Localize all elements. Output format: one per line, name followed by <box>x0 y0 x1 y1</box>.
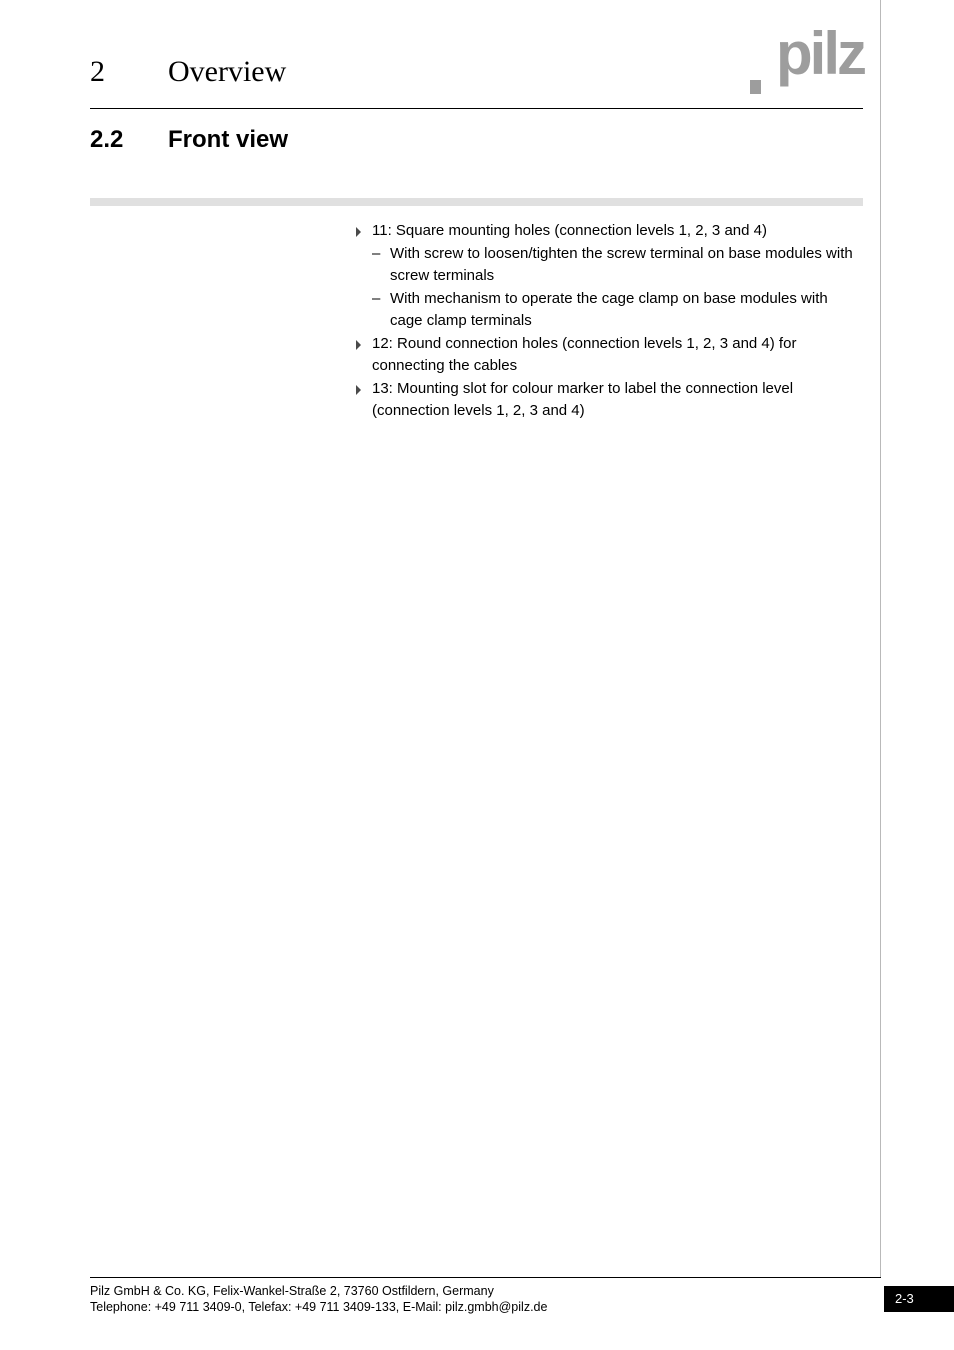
logo-text: pilz <box>776 20 864 87</box>
section-title: Front view <box>168 126 289 153</box>
footer-divider <box>90 1277 881 1278</box>
right-margin-rule <box>880 0 881 1277</box>
logo-stem <box>750 80 761 94</box>
dash-marker: – <box>372 289 381 307</box>
list-item <box>354 220 864 243</box>
section-bar <box>90 198 863 206</box>
triangle-bullet-icon <box>356 340 361 350</box>
chapter-title: Overview <box>168 55 287 88</box>
sub-list-item-text: With screw to loosen/tighten the screw terminal on base modules with screw terminals <box>390 244 853 284</box>
header-divider <box>90 108 863 109</box>
page-number-badge <box>884 1286 954 1312</box>
list-item <box>354 333 864 378</box>
footer-contact: Telephone: +49 711 3409-0, Telefax: +49 711 3409-133, E-Mail: pilz.gmbh@pilz.de <box>90 1300 548 1314</box>
sub-list-item-text: With mechanism to operate the cage clamp on base modules with cage clamp terminals <box>390 289 828 329</box>
triangle-bullet-icon <box>356 227 361 237</box>
footer-address: Pilz GmbH & Co. KG, Felix-Wankel-Straße 2, 73760 Ostfildern, Germany <box>90 1284 494 1298</box>
triangle-bullet-icon <box>356 385 361 395</box>
list-item-text: 13: Mounting slot for colour marker to label the connection level (connection levels 1, 2, 3 and 4) <box>372 379 794 419</box>
list-item <box>354 378 864 423</box>
page-number: 2-3 <box>895 1291 914 1306</box>
section-number: 2.2 <box>90 126 124 153</box>
pilz-logo <box>748 20 864 94</box>
dash-marker: – <box>372 244 381 262</box>
list-item-text: 11: Square mounting holes (connection levels 1, 2, 3 and 4) <box>372 222 767 239</box>
content-list <box>354 220 864 423</box>
list-item-text: 12: Round connection holes (connection levels 1, 2, 3 and 4) for connecting the cables <box>372 334 797 374</box>
chapter-number: 2 <box>90 55 105 88</box>
sub-list-item <box>354 243 864 288</box>
sub-list-item <box>354 288 864 333</box>
